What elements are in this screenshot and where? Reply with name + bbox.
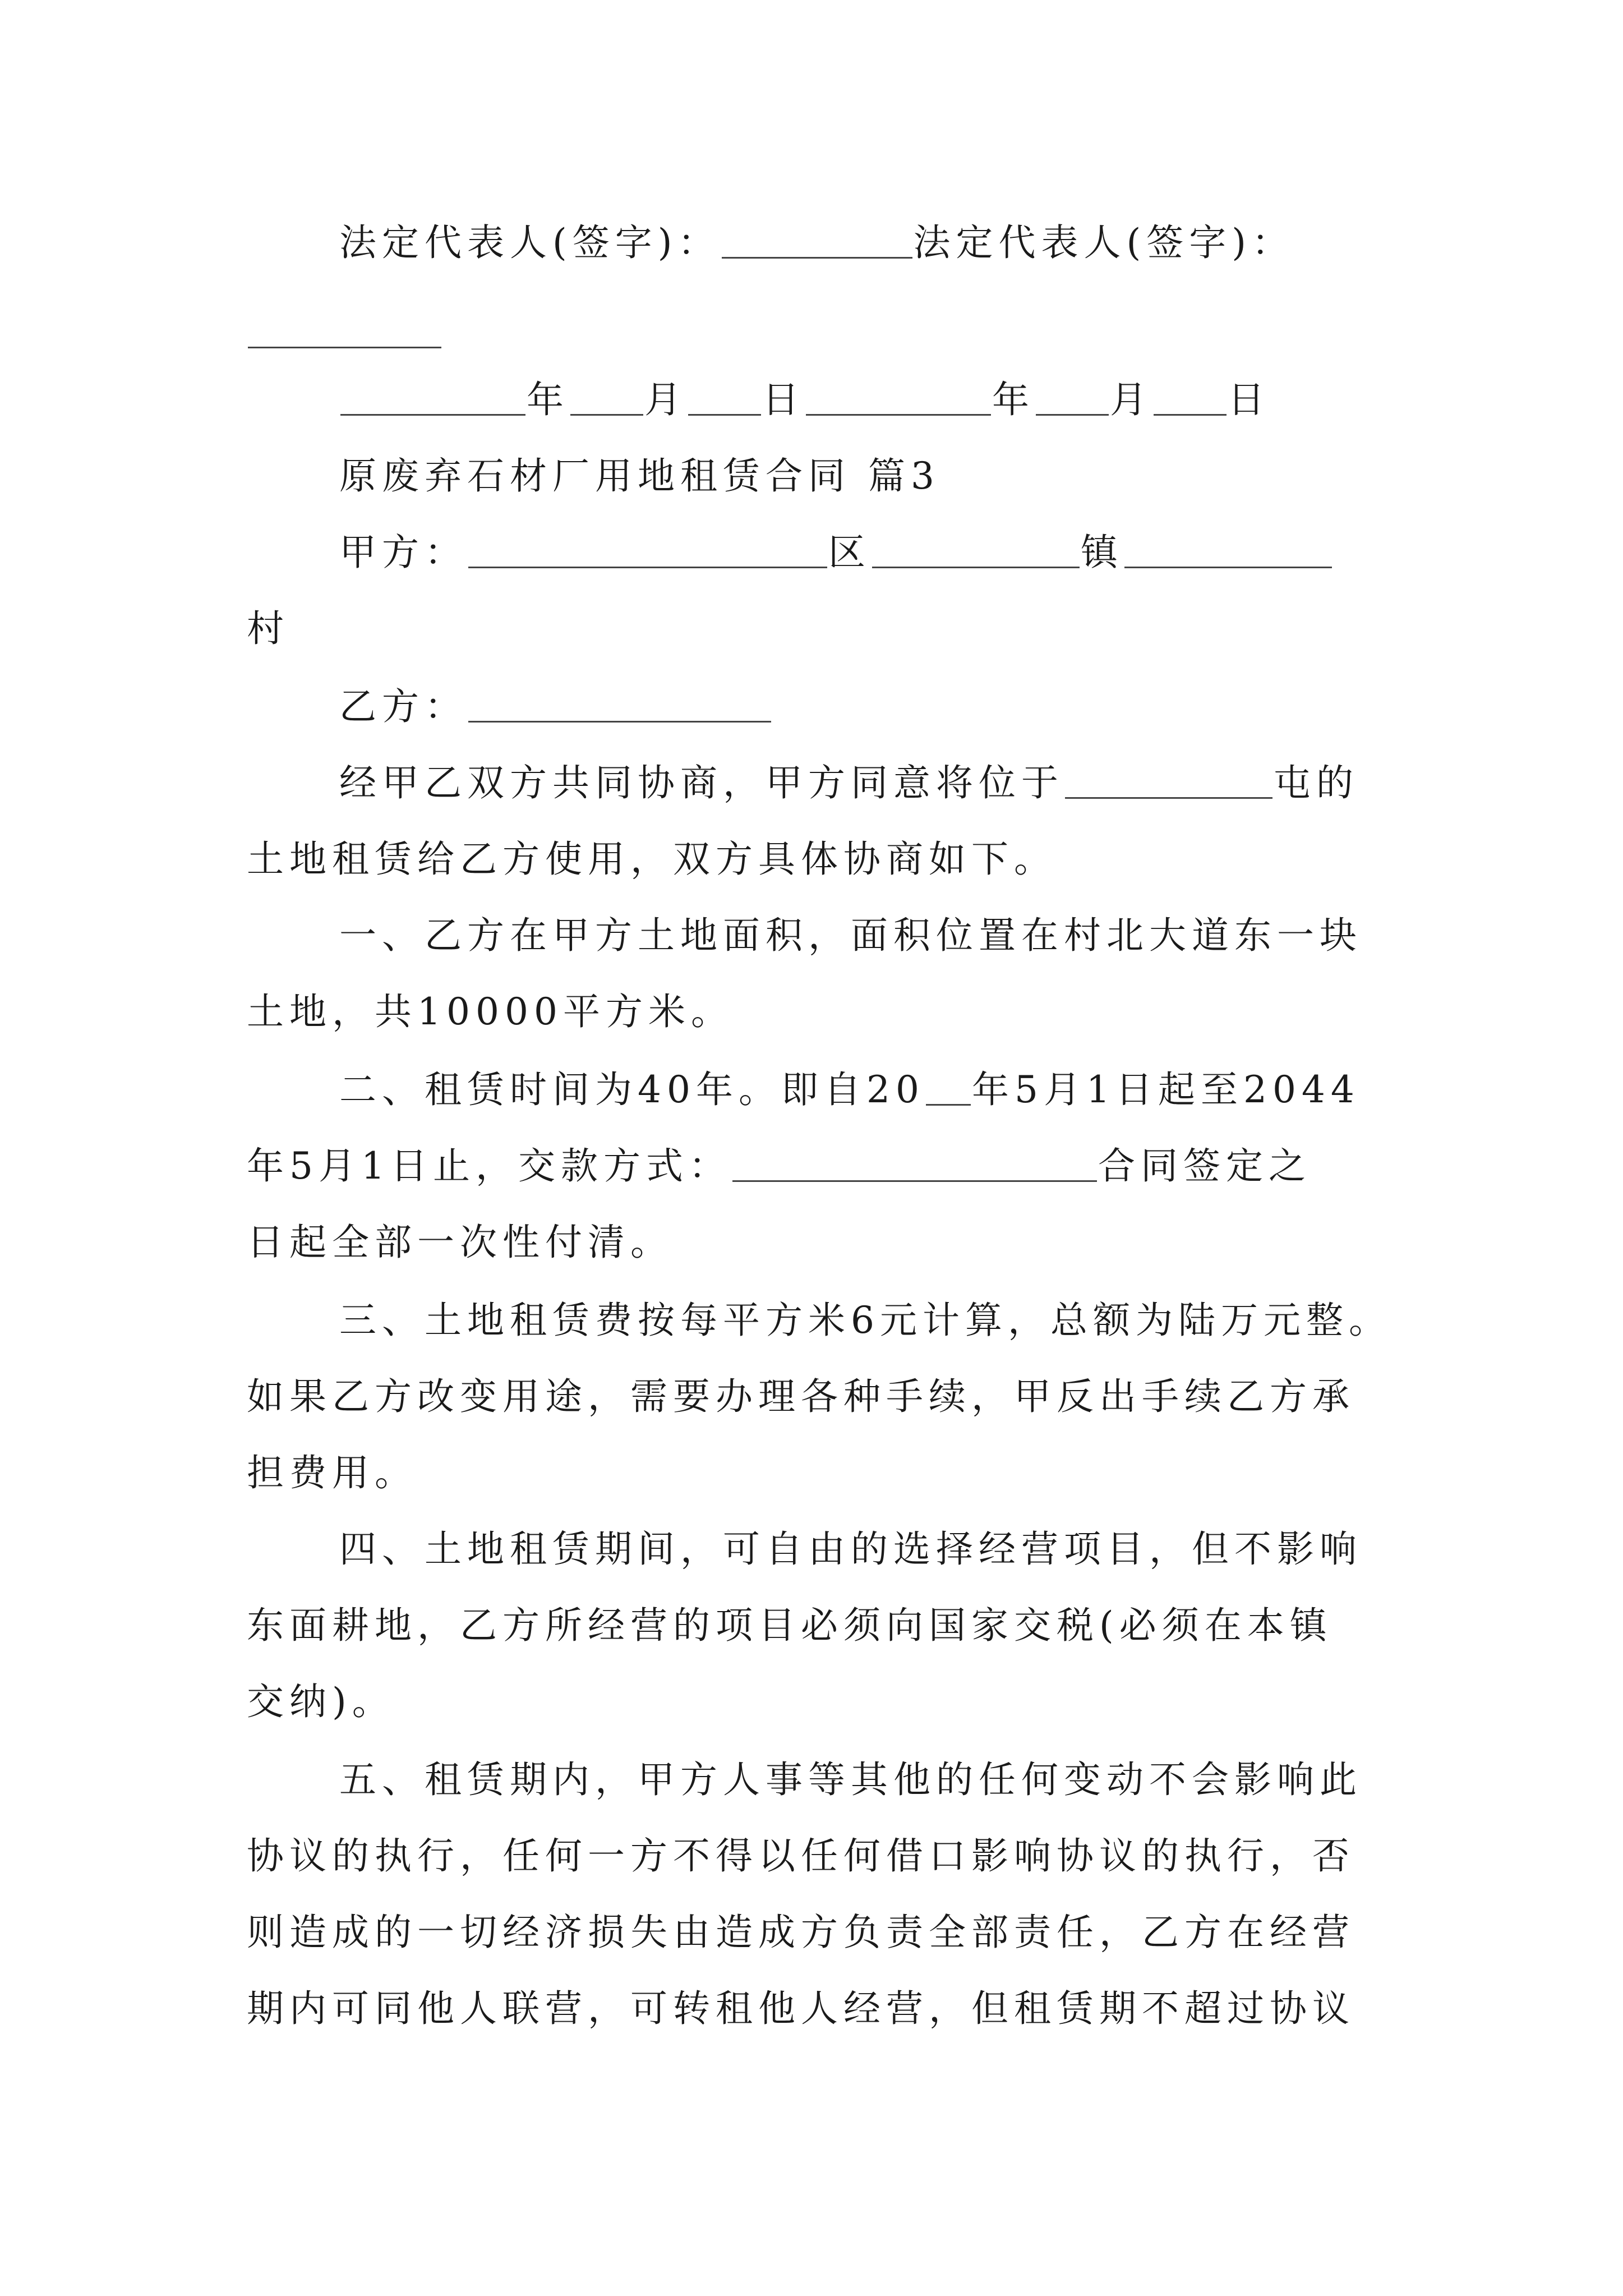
year-blank-a[interactable] xyxy=(340,413,525,416)
payment-method-blank[interactable] xyxy=(732,1180,1097,1182)
paragraph-line xyxy=(339,744,1623,822)
signature-blank-row xyxy=(247,293,1623,372)
day-label-b: 日 xyxy=(1228,378,1270,421)
district-blank[interactable] xyxy=(872,566,1080,568)
location-blank[interactable] xyxy=(1065,797,1272,799)
day-blank-b[interactable] xyxy=(1154,413,1227,416)
clause-1-line: 一、乙方在甲方土地面积，面积位置在村北大道东一块 xyxy=(339,914,1362,957)
payment-label: 年5月1日止，交款方式： xyxy=(247,1144,731,1188)
day-blank-a[interactable] xyxy=(688,413,761,416)
agreement-intro: 经甲乙双方共同协商，甲方同意将位于 xyxy=(339,761,1064,804)
clause-5-cont: 则造成的一切经济损失由造成方负责全部责任，乙方在经营 xyxy=(247,1911,1355,1954)
month-blank-b[interactable] xyxy=(1036,413,1109,416)
town-blank[interactable] xyxy=(1124,566,1332,568)
paragraph-line: 土地租赁给乙方使用，双方具体协商如下。 xyxy=(247,838,1057,881)
year-label-a: 年 xyxy=(527,378,569,421)
clause-4-cont: 交纳)。 xyxy=(247,1680,395,1723)
year-blank-b[interactable] xyxy=(806,413,991,416)
clause-2-text-a: 二、租赁时间为40年。即自20 xyxy=(339,1068,925,1111)
clause-3-cont: 担费用。 xyxy=(247,1451,417,1494)
clause-5-cont: 协议的执行，任何一方不得以任何借口影响协议的执行，否 xyxy=(247,1834,1355,1878)
clause-4-line: 四、土地租赁期间，可自由的选择经营项目，但不影响 xyxy=(339,1527,1362,1571)
town-label: 镇 xyxy=(1081,531,1123,574)
signature-blank-b[interactable] xyxy=(248,346,441,348)
clause-1-cont: 土地，共10000平方米。 xyxy=(247,990,734,1033)
clause-2-line xyxy=(339,1051,1623,1129)
clause-2-text-b: 年5月1日起至2044 xyxy=(971,1068,1360,1111)
clause-5-cont: 期内可同他人联营，可转租他人经营，但租赁期不超过协议 xyxy=(247,1987,1355,2030)
village-label: 村 xyxy=(247,607,289,650)
party-b-blank[interactable] xyxy=(468,720,771,723)
day-label-a: 日 xyxy=(762,378,805,421)
month-blank-a[interactable] xyxy=(570,413,643,416)
party-a-line xyxy=(339,513,1623,592)
signature-blank-a[interactable] xyxy=(722,256,912,259)
date-line xyxy=(339,361,1623,439)
clause-2-cont-end: 合同签定之 xyxy=(1098,1144,1311,1188)
clause-5-line: 五、租赁期内，甲方人事等其他的任何变动不会影响此 xyxy=(339,1758,1362,1801)
party-b-line xyxy=(339,668,1623,746)
clause-3-cont: 如果乙方改变用途，需要办理各种手续，甲反出手续乙方承 xyxy=(247,1375,1355,1418)
legal-rep-label-a: 法定代表人(签字)： xyxy=(339,221,721,264)
legal-rep-label-b: 法定代表人(签字)： xyxy=(913,221,1294,264)
year-suffix-blank[interactable] xyxy=(926,1103,971,1106)
month-label-b: 月 xyxy=(1110,378,1152,421)
signature-line xyxy=(339,204,1623,282)
district-label: 区 xyxy=(828,531,871,574)
party-b-label: 乙方： xyxy=(339,685,467,728)
contract-heading: 原废弃石材厂用地租赁合同 篇3 xyxy=(339,454,940,498)
year-label-b: 年 xyxy=(992,378,1035,421)
party-a-blank[interactable] xyxy=(468,566,827,568)
clause-2-cont xyxy=(247,1127,1623,1205)
month-label-a: 月 xyxy=(644,378,687,421)
clause-4-cont: 东面耕地，乙方所经营的项目必须向国家交税(必须在本镇 xyxy=(247,1604,1332,1647)
clause-3-line: 三、土地租赁费按每平方米6元计算，总额为陆万元整。 xyxy=(339,1299,1391,1342)
agreement-intro-end: 屯的 xyxy=(1274,761,1359,804)
party-a-label: 甲方： xyxy=(339,531,467,574)
clause-2-cont: 日起全部一次性付清。 xyxy=(247,1221,673,1264)
